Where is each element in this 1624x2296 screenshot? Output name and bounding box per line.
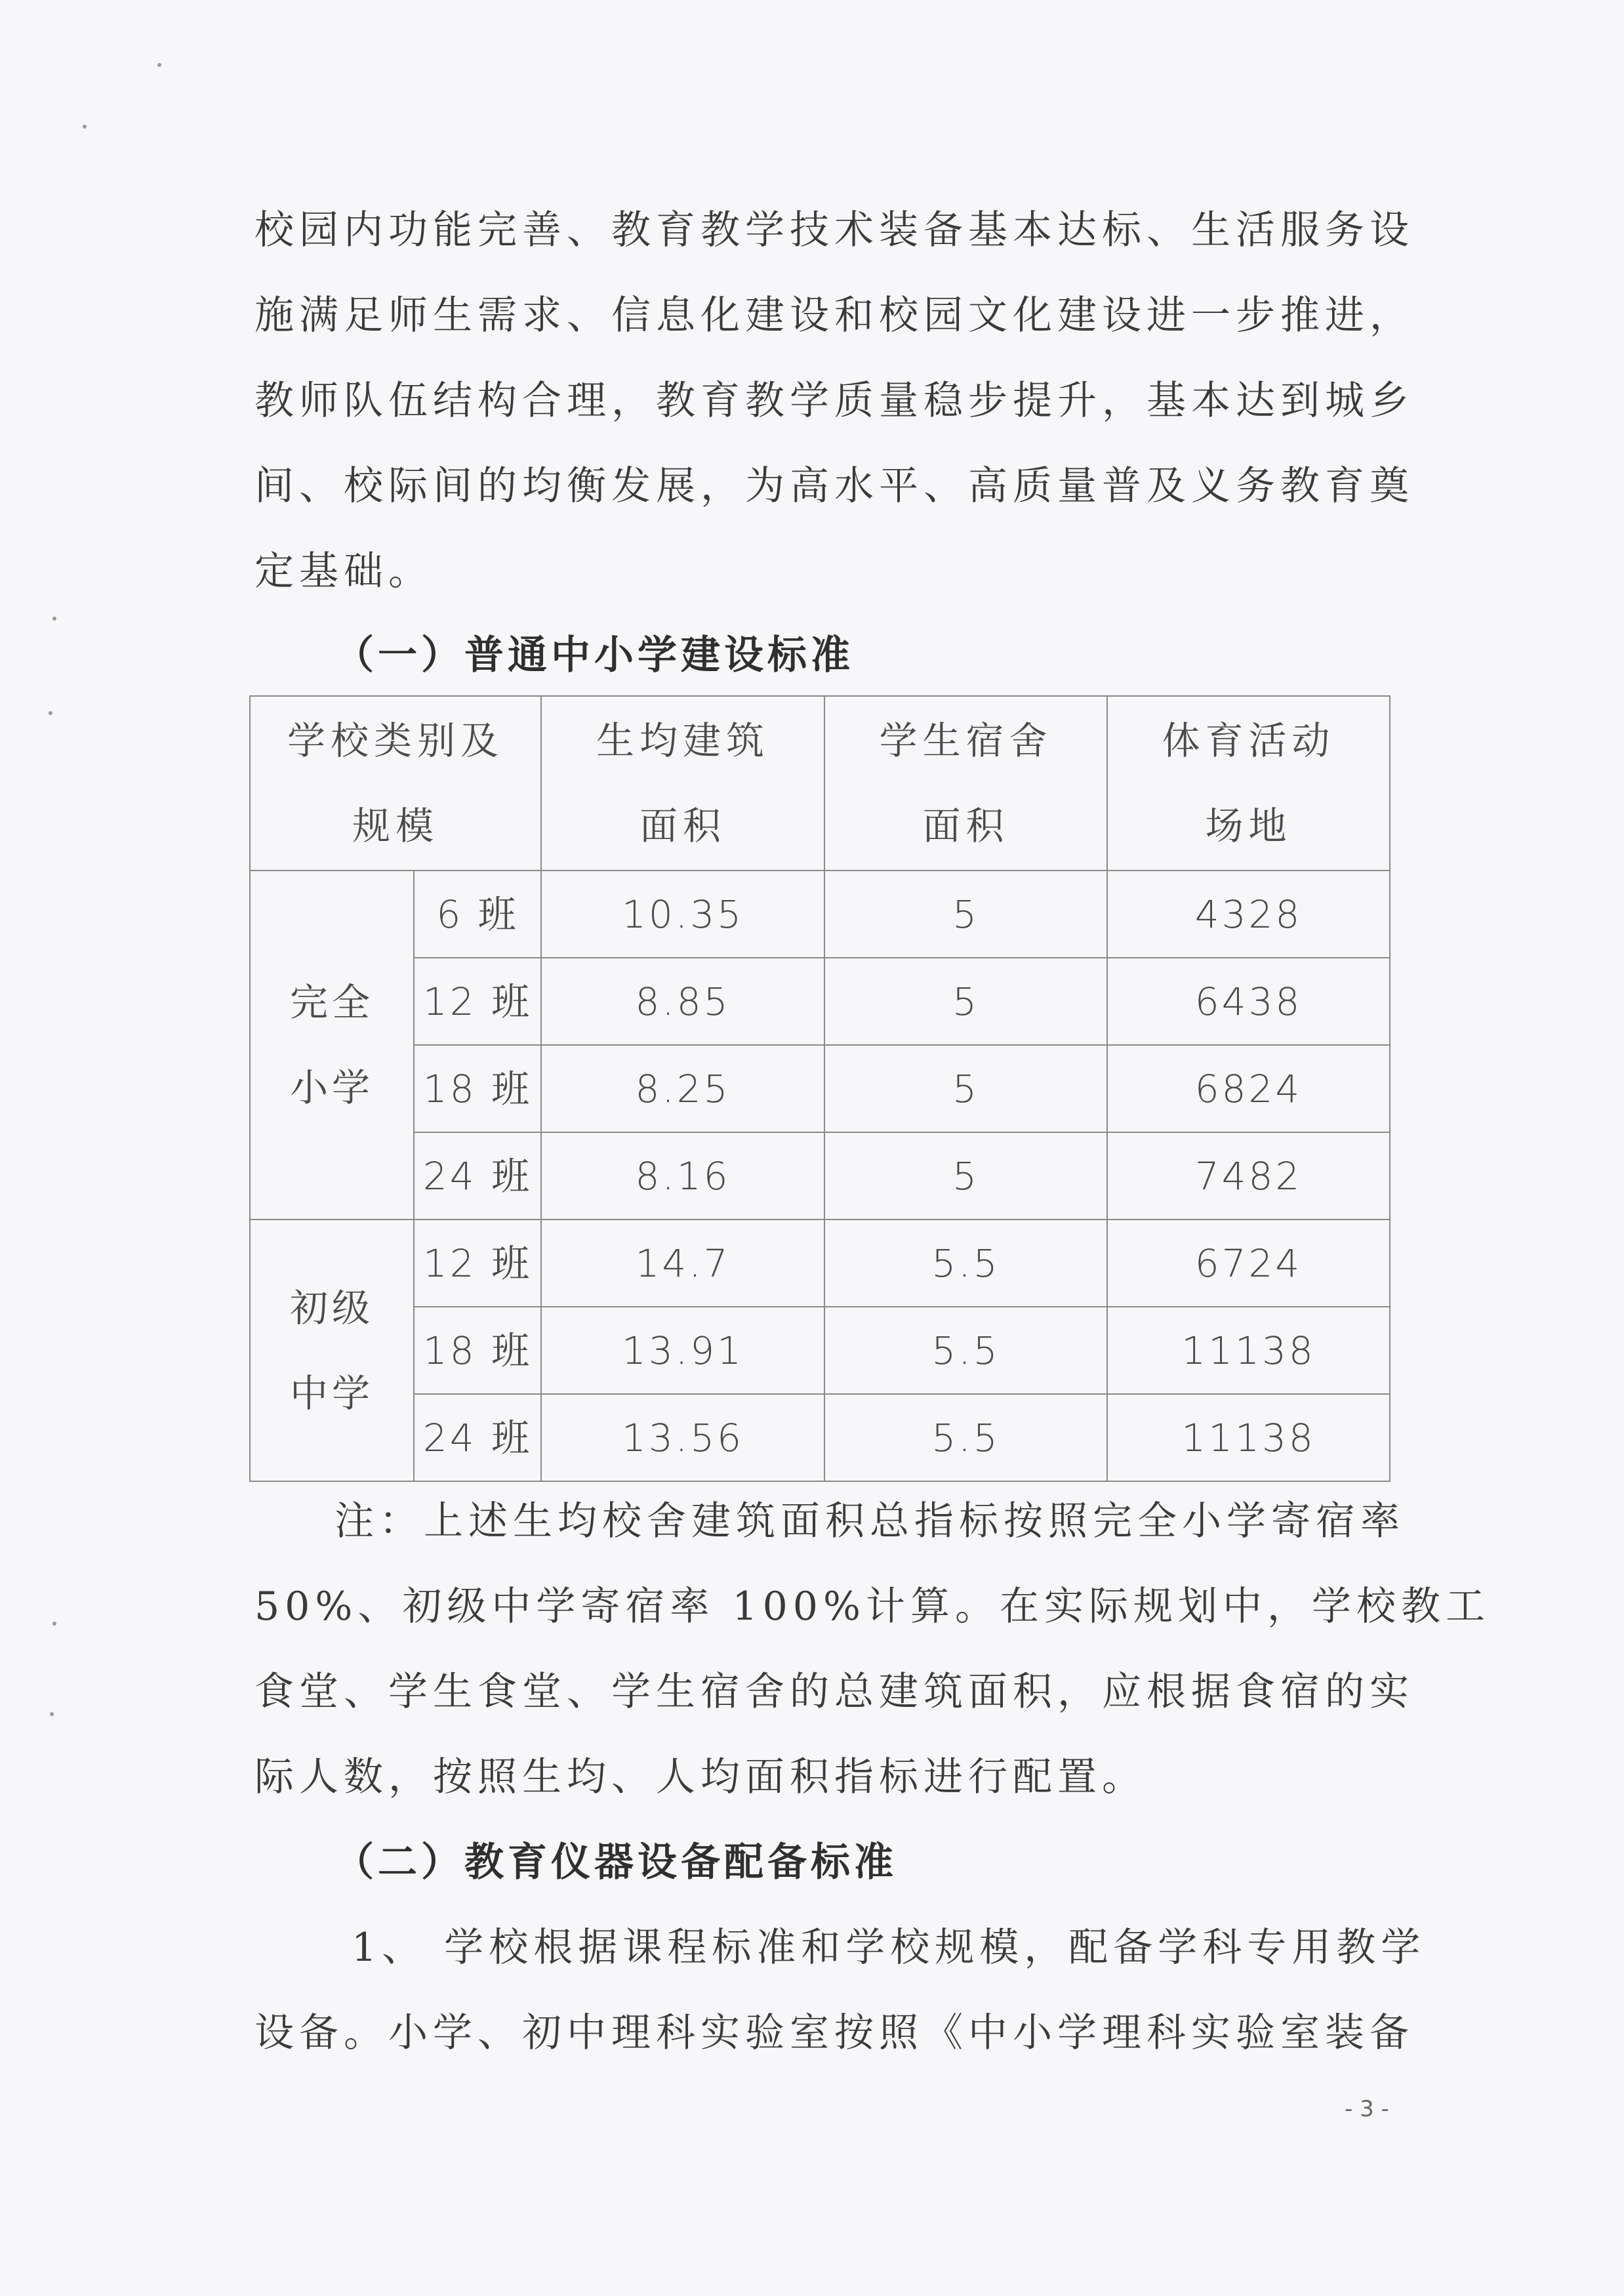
header-category <box>250 696 541 871</box>
header-dorm-area <box>824 696 1107 871</box>
header-building-area-line-1: 生均建筑 <box>596 718 770 763</box>
section-heading-2: （二）教育仪器设备配备标准 <box>335 1839 897 1885</box>
cell-sport: 11138 <box>1107 1394 1390 1481</box>
cell-size: 24 班 <box>414 1394 541 1481</box>
table-row <box>250 1394 1390 1481</box>
table-row <box>250 871 1390 958</box>
table-row <box>250 958 1390 1045</box>
cell-sport: 6724 <box>1107 1220 1390 1307</box>
item1-line-1: 1、 学校根据课程标准和学校规模，配备学科专用教学 <box>352 1925 1426 1971</box>
cell-area: 13.91 <box>541 1307 824 1394</box>
page-number: - 3 - <box>1345 2096 1389 2122</box>
note-line-2: 50%、初级中学寄宿率 100%计算。在实际规划中，学校教工 <box>254 1584 1490 1630</box>
header-sports-field <box>1107 696 1390 871</box>
table-row <box>250 1220 1390 1307</box>
group-middle-line-1: 初级 <box>289 1285 374 1330</box>
cell-sport: 11138 <box>1107 1307 1390 1394</box>
group-primary-line-2: 小学 <box>289 1065 374 1110</box>
table-row <box>250 1045 1390 1132</box>
cell-size: 12 班 <box>414 1220 541 1307</box>
cell-dorm: 5 <box>824 958 1107 1045</box>
header-sports-field-line-2: 场地 <box>1205 804 1292 848</box>
cell-size: 18 班 <box>414 1045 541 1132</box>
group-primary-school <box>250 871 414 1220</box>
table-row <box>250 1307 1390 1394</box>
header-dorm-area-line-2: 面积 <box>922 804 1009 848</box>
cell-dorm: 5.5 <box>824 1220 1107 1307</box>
cell-dorm: 5 <box>824 871 1107 958</box>
header-building-area <box>541 696 824 871</box>
header-dorm-area-line-1: 学生宿舍 <box>879 718 1053 763</box>
header-building-area-line-2: 面积 <box>639 804 727 848</box>
cell-dorm: 5.5 <box>824 1394 1107 1481</box>
scan-speck <box>52 1622 56 1626</box>
standards-table-wrapper <box>249 695 1389 1478</box>
cell-area: 14.7 <box>541 1220 824 1307</box>
cell-area: 8.85 <box>541 958 824 1045</box>
item1-line-2: 设备。小学、初中理科实验室按照《中小学理科实验室装备 <box>254 2010 1414 2056</box>
note-line-1: 注：上述生均校舍建筑面积总指标按照完全小学寄宿率 <box>335 1498 1405 1544</box>
cell-size: 6 班 <box>414 871 541 958</box>
header-sports-field-line-1: 体育活动 <box>1162 718 1335 763</box>
cell-sport: 6824 <box>1107 1045 1390 1132</box>
header-category-line-2: 规模 <box>352 804 439 848</box>
scan-speck <box>52 617 56 621</box>
intro-line-2: 施满足师生需求、信息化建设和校园文化建设进一步推进， <box>254 293 1414 338</box>
cell-size: 24 班 <box>414 1132 541 1220</box>
cell-dorm: 5 <box>824 1132 1107 1220</box>
intro-line-4: 间、校际间的均衡发展，为高水平、高质量普及义务教育奠 <box>254 463 1414 509</box>
section-heading-1: （一）普通中小学建设标准 <box>335 632 854 678</box>
cell-sport: 6438 <box>1107 958 1390 1045</box>
note-line-3: 食堂、学生食堂、学生宿舍的总建筑面积，应根据食宿的实 <box>254 1669 1414 1715</box>
cell-area: 13.56 <box>541 1394 824 1481</box>
scan-speck <box>83 125 87 129</box>
table-row <box>250 1132 1390 1220</box>
group-primary-line-1: 完全 <box>289 980 374 1025</box>
scan-speck <box>49 711 52 715</box>
scan-speck <box>50 1712 54 1716</box>
intro-line-5: 定基础。 <box>254 548 433 594</box>
cell-size: 18 班 <box>414 1307 541 1394</box>
table-header-row <box>250 696 1390 871</box>
intro-line-3: 教师队伍结构合理，教育教学质量稳步提升，基本达到城乡 <box>254 378 1414 424</box>
header-category-line-1: 学校类别及 <box>287 718 504 763</box>
group-middle-line-2: 中学 <box>289 1370 374 1416</box>
cell-sport: 7482 <box>1107 1132 1390 1220</box>
note-line-4: 际人数，按照生均、人均面积指标进行配置。 <box>254 1754 1147 1800</box>
cell-size: 12 班 <box>414 958 541 1045</box>
group-junior-middle-school <box>250 1220 414 1481</box>
cell-area: 10.35 <box>541 871 824 958</box>
cell-sport: 4328 <box>1107 871 1390 958</box>
cell-dorm: 5.5 <box>824 1307 1107 1394</box>
standards-table <box>249 695 1391 1482</box>
cell-area: 8.25 <box>541 1045 824 1132</box>
scan-speck <box>157 63 161 67</box>
intro-line-1: 校园内功能完善、教育教学技术装备基本达标、生活服务设 <box>254 207 1414 253</box>
cell-dorm: 5 <box>824 1045 1107 1132</box>
cell-area: 8.16 <box>541 1132 824 1220</box>
